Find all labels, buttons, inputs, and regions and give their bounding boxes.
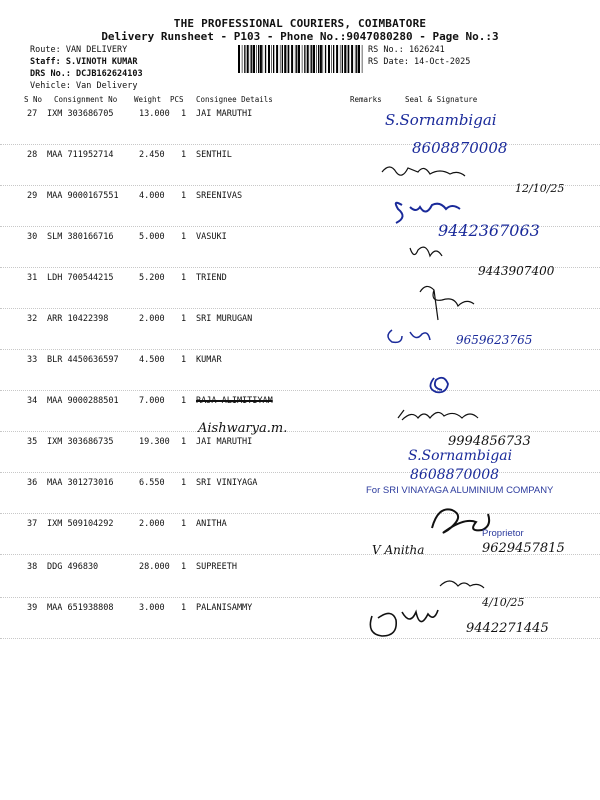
row-consignment-no: MAA 651938808 xyxy=(47,603,114,613)
row-consignment-no: IXM 303686705 xyxy=(47,109,114,119)
col-header-remarks: Remarks xyxy=(350,95,382,104)
row-sno: 29 xyxy=(27,191,38,201)
col-header-sno: S No xyxy=(24,95,43,104)
row-pcs: 1 xyxy=(181,396,187,406)
row-sno: 27 xyxy=(27,109,38,119)
row-weight: 2.000 xyxy=(139,314,165,324)
row-sno: 28 xyxy=(27,150,38,160)
row-consignment-no: ARR 10422398 xyxy=(47,314,109,324)
signature-34-name: Aishwarya.m. xyxy=(198,421,288,436)
signature-28-date: 12/10/25 xyxy=(515,182,565,195)
signature-33-scribble xyxy=(430,378,448,393)
row-consignment-no: IXM 509104292 xyxy=(47,519,114,529)
row-sno: 35 xyxy=(27,437,38,447)
row-sno: 32 xyxy=(27,314,38,324)
row-pcs: 1 xyxy=(181,232,187,242)
signature-37-phone: 9629457815 xyxy=(482,541,565,556)
row-sno: 39 xyxy=(27,603,38,613)
row-sno: 34 xyxy=(27,396,38,406)
signature-35-name: S.Sornambigai xyxy=(408,448,513,464)
stamp-role: Proprietor xyxy=(482,528,524,539)
rs-number: RS No.: 1626241 xyxy=(368,45,445,55)
row-consignment-no: BLR 4450636597 xyxy=(47,355,119,365)
runsheet-title: Delivery Runsheet - P103 - Phone No.:9047080280 - Page No.:3 xyxy=(101,30,499,43)
col-header-consignment: Consignment No xyxy=(54,95,118,104)
row-weight: 2.450 xyxy=(139,150,165,160)
signature-39-phone: 9442271445 xyxy=(466,621,549,636)
signature-39-scribble xyxy=(370,610,438,636)
row-consignee: TRIEND xyxy=(196,273,227,283)
col-header-pcs: PCS xyxy=(170,95,184,104)
rs-date: RS Date: 14-Oct-2025 xyxy=(368,57,471,67)
signature-31-phone: 9443907400 xyxy=(478,264,555,278)
row-pcs: 1 xyxy=(181,478,187,488)
row-consignee: KUMAR xyxy=(196,355,222,365)
vehicle-info: Vehicle: Van Delivery xyxy=(30,81,138,91)
row-consignment-no: MAA 711952714 xyxy=(47,150,114,160)
signature-36-scribble xyxy=(432,509,489,532)
company-stamp: For SRI VINAYAGA ALUMINIUM COMPANY xyxy=(366,485,554,496)
signature-38-scribble xyxy=(440,581,484,588)
row-consignee: JAI MARUTHI xyxy=(196,109,253,119)
row-consignee: SRI MURUGAN xyxy=(196,314,253,324)
signature-28-scribble xyxy=(382,167,465,176)
row-pcs: 1 xyxy=(181,562,187,572)
row-consignment-no: LDH 700544215 xyxy=(47,273,114,283)
row-weight: 13.000 xyxy=(139,109,170,119)
signature-37-name: V Anitha xyxy=(372,543,425,557)
row-pcs: 1 xyxy=(181,355,187,365)
row-pcs: 1 xyxy=(181,150,187,160)
row-consignment-no: MAA 9000167551 xyxy=(47,191,119,201)
row-consignee: SRI VINIYAGA xyxy=(196,478,258,488)
row-consignment-no: MAA 301273016 xyxy=(47,478,114,488)
row-pcs: 1 xyxy=(181,191,187,201)
row-consignee: SREENIVAS xyxy=(196,191,243,201)
row-pcs: 1 xyxy=(181,314,187,324)
signature-31-scribble xyxy=(420,286,474,320)
signature-34-scribble xyxy=(398,410,478,420)
row-weight: 28.000 xyxy=(139,562,170,572)
row-weight: 2.000 xyxy=(139,519,165,529)
col-header-weight: Weight xyxy=(134,95,162,104)
row-weight: 5.000 xyxy=(139,232,165,242)
route-info: Route: VAN DELIVERY xyxy=(30,45,128,55)
drs-info: DRS No.: DCJB162624103 xyxy=(30,69,143,79)
row-consignee: PALANISAMMY xyxy=(196,603,253,613)
row-sno: 30 xyxy=(27,232,38,242)
row-consignment-no: SLM 380166716 xyxy=(47,232,114,242)
signature-39-date: 4/10/25 xyxy=(482,596,525,609)
row-weight: 7.000 xyxy=(139,396,165,406)
row-consignee: VASUKI xyxy=(196,232,227,242)
signature-32-scribble xyxy=(388,330,430,342)
row-weight: 4.000 xyxy=(139,191,165,201)
signature-30-phone: 9442367063 xyxy=(438,221,540,240)
row-consignee: JAI MARUTHI xyxy=(196,437,253,447)
row-sno: 31 xyxy=(27,273,38,283)
staff-info: Staff: S.VINOTH KUMAR xyxy=(30,57,138,67)
row-weight: 19.300 xyxy=(139,437,170,447)
row-pcs: 1 xyxy=(181,109,187,119)
signature-35-phone2: 8608870008 xyxy=(410,467,500,483)
row-consignee: ANITHA xyxy=(196,519,227,529)
row-weight: 3.000 xyxy=(139,603,165,613)
signature-32-phone: 9659623765 xyxy=(456,333,533,347)
row-pcs: 1 xyxy=(181,603,187,613)
row-weight: 4.500 xyxy=(139,355,165,365)
signature-30-scribble xyxy=(410,247,442,256)
signature-27-phone: 8608870008 xyxy=(412,139,508,157)
company-title: THE PROFESSIONAL COURIERS, COIMBATORE xyxy=(173,17,427,30)
row-consignment-no: IXM 303686735 xyxy=(47,437,114,447)
col-header-consignee: Consignee Details xyxy=(196,95,273,104)
row-pcs: 1 xyxy=(181,437,187,447)
signature-35-phone: 9994856733 xyxy=(448,434,531,449)
row-consignee: SENTHIL xyxy=(196,150,232,160)
row-sno: 37 xyxy=(27,519,38,529)
signature-27-name: S.Sornambigai xyxy=(385,111,497,129)
signature-29-scribble xyxy=(396,203,460,223)
row-sno: 33 xyxy=(27,355,38,365)
row-sno: 36 xyxy=(27,478,38,488)
row-consignment-no: DDG 496830 xyxy=(47,562,99,572)
row-consignee: RAJA ALIMITIYAM xyxy=(196,396,273,406)
row-pcs: 1 xyxy=(181,519,187,529)
row-pcs: 1 xyxy=(181,273,187,283)
row-consignee: SUPREETH xyxy=(196,562,237,572)
col-header-seal: Seal & Signature xyxy=(405,95,478,104)
row-weight: 6.550 xyxy=(139,478,165,488)
row-weight: 5.200 xyxy=(139,273,165,283)
row-sno: 38 xyxy=(27,562,38,572)
row-consignment-no: MAA 9000288501 xyxy=(47,396,119,406)
